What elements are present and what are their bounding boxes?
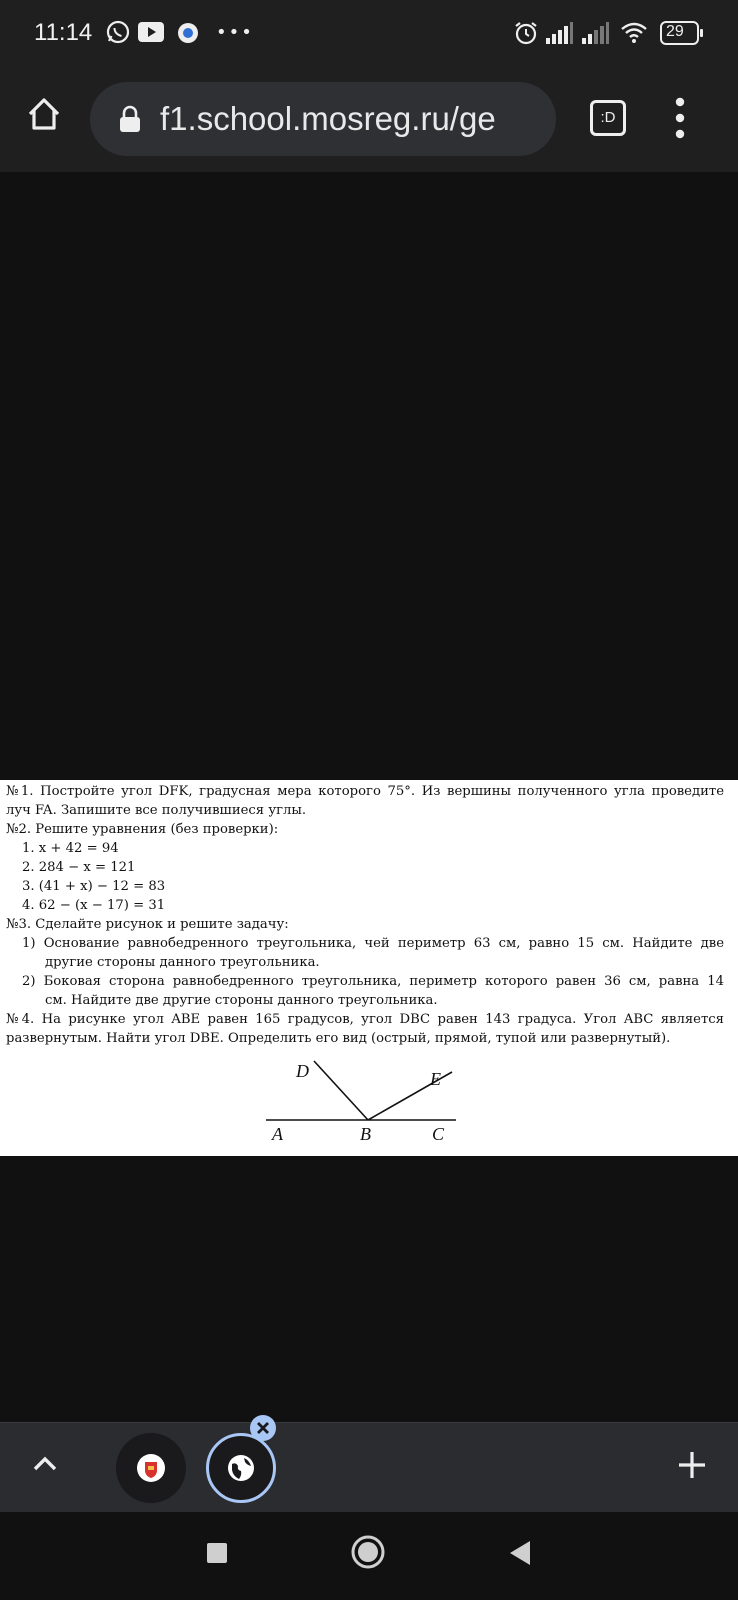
task3-item2-line2: см. Найдите две другие стороны данного треугольника.	[45, 993, 438, 1008]
equation-3: 3. (41 + x) − 12 = 83	[22, 879, 166, 894]
angle-diagram	[264, 1052, 464, 1152]
page-viewport[interactable]	[0, 172, 738, 1422]
plus-icon	[676, 1466, 708, 1485]
whatsapp-icon	[106, 20, 130, 48]
label-d: D	[296, 1061, 309, 1081]
tab-switcher-button[interactable]: :D	[590, 100, 626, 136]
more-notifications: •••	[216, 22, 254, 43]
label-e: E	[430, 1069, 441, 1089]
youtube-icon	[138, 22, 164, 46]
home-icon	[24, 119, 64, 138]
bottom-tab-bar	[0, 1422, 738, 1513]
address-bar[interactable]	[90, 82, 556, 156]
menu-icon	[672, 125, 688, 144]
home-nav-icon	[350, 1555, 386, 1574]
lock-icon	[118, 104, 142, 138]
app-notification-icon	[176, 21, 200, 49]
signal-icon-2	[582, 22, 610, 48]
new-tab-button[interactable]	[676, 1449, 708, 1485]
expand-tabs-button[interactable]	[30, 1449, 60, 1483]
clock: 11:14	[34, 19, 93, 46]
close-tab-button[interactable]	[250, 1415, 276, 1441]
menu-button[interactable]	[672, 96, 688, 140]
task3-item1-line1: 1) Основание равнобедренного треугольника, чей периметр 63 см, равно 15 см. Найдите две	[22, 936, 724, 951]
home-nav-button[interactable]	[350, 1534, 386, 1574]
tab-mosreg[interactable]	[116, 1433, 186, 1503]
globe-tab-icon	[226, 1453, 256, 1487]
status-bar	[0, 0, 738, 68]
equation-4: 4. 62 − (x − 17) = 31	[22, 898, 166, 913]
ray-bd	[314, 1061, 368, 1120]
task3-title: №3. Сделайте рисунок и решите задачу:	[6, 917, 289, 932]
task4-line2: развернутым. Найти угол DBE. Определить его вид (острый, прямой, тупой или развернутый).	[6, 1031, 671, 1046]
task3-item2-line1: 2) Боковая сторона равнобедренного треугольника, периметр которого равен 36 см, равна 14	[22, 974, 724, 989]
tab-active[interactable]	[206, 1433, 276, 1503]
chevron-up-icon	[30, 1464, 60, 1483]
equation-2: 2. 284 − x = 121	[22, 860, 136, 875]
mosreg-tab-icon	[136, 1453, 166, 1487]
system-nav-bar	[0, 1512, 738, 1600]
back-button[interactable]	[508, 1540, 532, 1570]
task1-line1: №1. Постройте угол DFK, градусная мера которого 75°. Из вершины полученного угла проведите	[6, 784, 724, 799]
back-icon	[508, 1551, 532, 1570]
equation-1: 1. x + 42 = 94	[22, 841, 119, 856]
worksheet-image	[0, 780, 738, 1156]
task1-line2: луч FA. Запишите все получившиеся углы.	[6, 803, 307, 818]
home-button[interactable]	[24, 94, 64, 138]
recents-button[interactable]	[206, 1542, 228, 1568]
alarm-icon	[513, 20, 539, 50]
wifi-icon	[620, 20, 648, 48]
close-icon	[255, 1420, 271, 1440]
task2-title: №2. Решите уравнения (без проверки):	[6, 822, 279, 837]
browser-toolbar	[0, 68, 738, 172]
label-c: C	[432, 1124, 445, 1144]
signal-icon	[546, 22, 574, 48]
task4-line1: №4. На рисунке угол ABE равен 165 градусов, угол DBC равен 143 градуса. Угол ABC является	[6, 1012, 724, 1027]
recents-icon	[206, 1549, 228, 1568]
label-a: A	[272, 1124, 283, 1144]
task3-item1-line2: другие стороны данного треугольника.	[45, 955, 320, 970]
label-b: B	[360, 1124, 371, 1144]
battery-level: 29	[666, 23, 684, 40]
url-text: f1.school.mosreg.ru/ge	[160, 100, 496, 137]
